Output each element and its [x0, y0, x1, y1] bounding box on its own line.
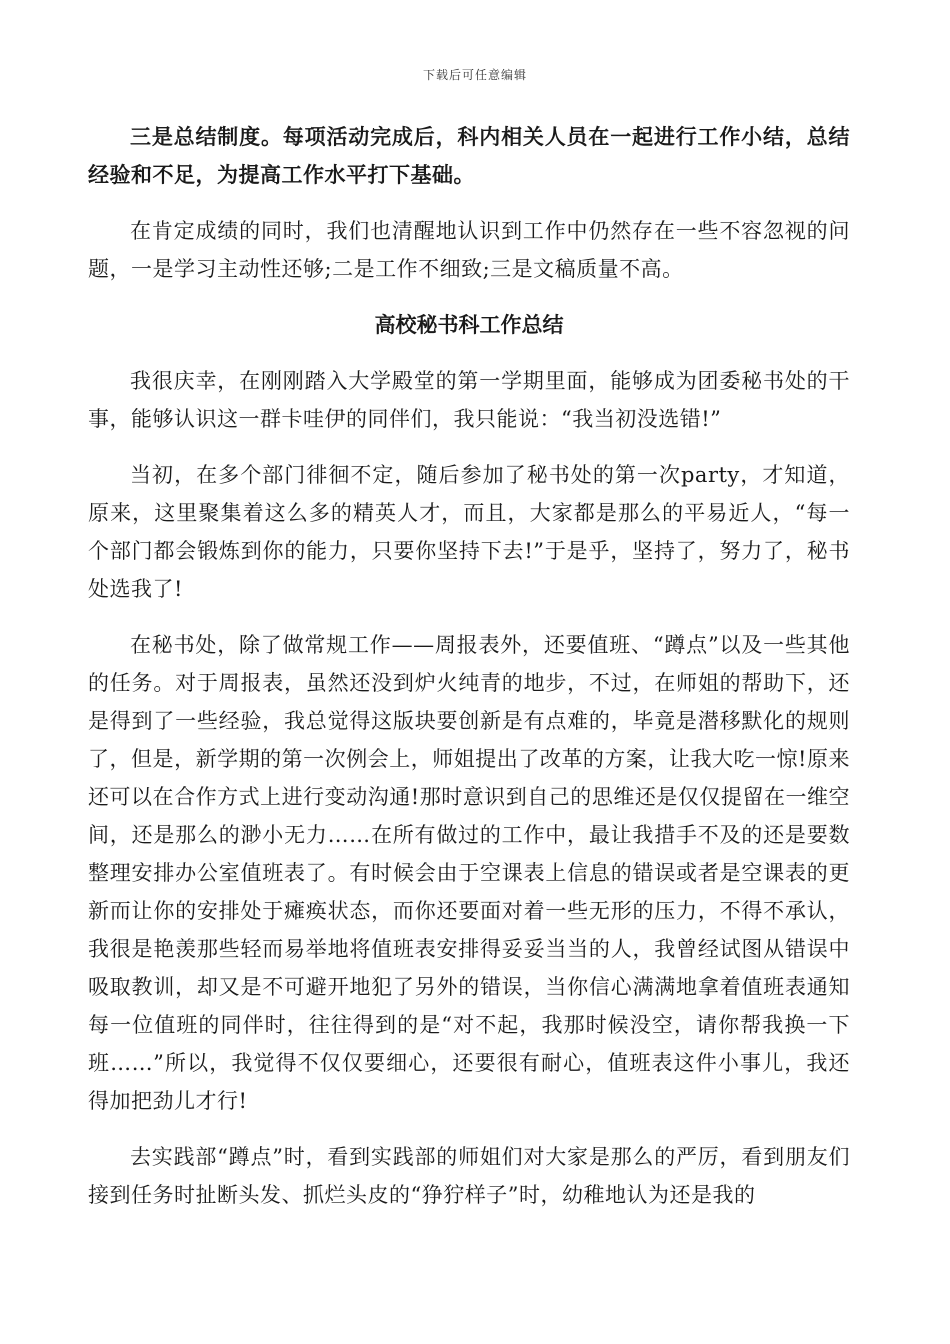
- paragraph-problems: 在肯定成绩的同时，我们也清醒地认识到工作中仍然存在一些不容忽视的问题，一是学习主动性还够;二是工作不细致;三是文稿质量不高。: [88, 219, 850, 281]
- section-title: 高校秘书科工作总结: [374, 312, 564, 337]
- paragraph-summary-system: 三是总结制度。每项活动完成后，科内相关人员在一起进行工作小结，总结经验和不足，为提高工作水平打下基础。: [88, 124, 850, 187]
- document-body: [88, 118, 850, 1232]
- paragraph-joining: 当初，在多个部门徘徊不定，随后参加了秘书处的第一次party，才知道，原来，这里聚集着这么多的精英人才，而且，大家都是那么的平易近人，“每一个部门都会锻炼到你的能力，只要你坚持下去!”于是乎，坚持了，努力了，秘书处选我了!: [88, 463, 850, 601]
- paragraph-intro: 我很庆幸，在刚刚踏入大学殿堂的第一学期里面，能够成为团委秘书处的干事，能够认识这一群卡哇伊的同伴们，我只能说：“我当初没选错!”: [88, 369, 850, 431]
- paragraph-practice-dept: 去实践部“蹲点”时，看到实践部的师姐们对大家是那么的严厉，看到朋友们接到任务时扯断头发、抓烂头皮的“狰狞样子”时，幼稚地认为还是我的: [88, 1145, 850, 1207]
- page-header: 下载后可任意编辑: [422, 68, 527, 82]
- paragraph-secretariat-work: 在秘书处，除了做常规工作——周报表外，还要值班、“蹲点”以及一些其他的任务。对于周报表，虽然还没到炉火纯青的地步，不过，在师姐的帮助下，还是得到了一些经验，我总觉得这版块要创新是有点难的，毕竟是潜移默化的规则了，但是，新学期的第一次例会上，师姐提出了改革的方案，让我大吃一惊!原来还可以在合作方式上进行变动沟通!那时意识到自己的思维还是仅仅提留在一维空间，还是那么的渺小无力……在所有做过的工作中，最让我措手不及的还是要数整理安排办公室值班表了。有时候会由于空课表上信息的错误或者是空课表的更新而让你的安排处于瘫痪状态，而你还要面对着一些无形的压力，不得不承认，我很是艳羡那些轻而易举地将值班表安排得妥妥当当的人，我曾经试图从错误中吸取教训，却又是不可避开地犯了另外的错误，当你信心满满地拿着值班表通知每一位值班的同伴时，往往得到的是“对不起，我那时候没空，请你帮我换一下班……”所以，我觉得不仅仅要细心，还要很有耐心，值班表这件小事儿，我还得加把劲儿才行!: [88, 633, 850, 1113]
